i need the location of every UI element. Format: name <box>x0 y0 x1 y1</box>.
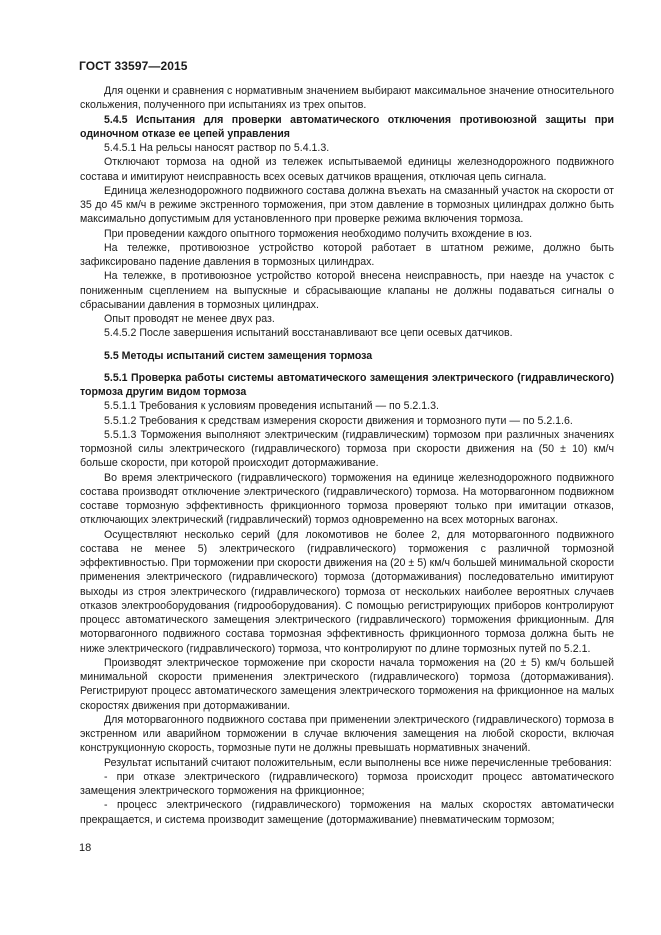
page-number: 18 <box>79 842 92 854</box>
paragraph: 5.5.1.3 Торможения выполняют электрическим (гидравлическим) тормозом при различных значениях тормозной силы электрического (гидравлического) тормоза при скорости движения на (50 ± 10) км/ч больше скорости, при которой происходит дотормаживание. <box>80 428 614 470</box>
section-heading: 5.5.1 Проверка работы системы автоматического замещения электрического (гидравлического) тормоза другим видом тормоза <box>80 371 614 398</box>
paragraph: Отключают тормоза на одной из тележек испытываемой единицы железнодорожного подвижного состава и имитируют неисправность всех осевых датчиков вращения, отключая цепь сигнала. <box>80 156 614 183</box>
paragraph: Во время электрического (гидравлического) торможения на единице железнодорожного подвижного состава производят отключение электрического (гидравлического) тормоза. На моторвагонном подвижном составе тормозную эффективность фрикционного тормоза проверяют только при имитации отказов, отключающих электрический (гидравлический) тормоз одновременно на всех моторных вагонах. <box>80 471 614 527</box>
paragraph: 5.4.5.1 На рельсы наносят раствор по 5.4.1.3. <box>104 142 330 154</box>
paragraph: 5.4.5.2 После завершения испытаний восстанавливают все цепи осевых датчиков. <box>104 327 513 340</box>
document-header: ГОСТ 33597—2015 <box>79 59 188 73</box>
list-item: - процесс электрического (гидравлического) торможения на малых скоростях автоматически прекращается, и система производит замещение (дотормаживание) пневматическим тормозом; <box>80 799 614 826</box>
paragraph: Единица железнодорожного подвижного состава должна въехать на смазанный участок на скорости от 35 до 45 км/ч в режиме экстренного торможения, при этом давление в тормозных цилиндрах должно быть максимально допустимым для установленного при проверке режима включения тормоза. <box>80 184 614 226</box>
paragraph: 5.5.1.1 Требования к условиям проведения испытаний — по 5.2.1.3. <box>104 400 439 413</box>
document-body <box>80 84 614 827</box>
paragraph: Опыт проводят не менее двух раз. <box>104 313 275 325</box>
paragraph: Производят электрическое торможение при скорости начала торможения на (20 ± 5) км/ч большей минимальной скорости применения электрического (гидравлического) тормоза (дотормаживания). Регистрируют процесс автоматического замещения электрического торможения на фрикционное на малых скоростях движения при дотормаживании. <box>80 656 614 712</box>
paragraph: Результат испытаний считают положительным, если выполнены все ниже перечисленные требования: <box>104 756 612 769</box>
paragraph: Для оценки и сравнения с нормативным значением выбирают максимальное значение относительного скольжения, полученного при испытаниях из трех опытов. <box>80 85 614 112</box>
section-heading: 5.4.5 Испытания для проверки автоматического отключения противоюзной защиты при одиночном отказе ее цепей управления <box>80 113 614 140</box>
section-heading: 5.5 Методы испытаний систем замещения тормоза <box>104 349 373 362</box>
list-item: - при отказе электрического (гидравлического) тормоза происходит процесс автоматического замещения электрического торможения на фрикционное; <box>80 770 614 797</box>
paragraph: 5.5.1.2 Требования к средствам измерения скорости движения и тормозного пути — по 5.2.1.6. <box>104 414 573 427</box>
paragraph: Осуществляют несколько серий (для локомотивов не более 2, для моторвагонного подвижного состава не менее 5) электрического (гидравлического) торможения с различной тормозной эффективностью. При торможении при скорости движения на (20 ± 5) км/ч большей минимальной скорости применения электрического (гидравлического) тормоза (дотормаживания) последовательно имитируют выходы из строя электрического (гидравлического) тормоза от нескольких наиболее вероятных случаев отказов электрооборудования (гидрооборудования). С помощью регистрирующих приборов контролируют процесс автоматического замещения электрического (гидравлического) торможения фрикционным. Для моторвагонного подвижного состава тормозная эффективность фрикционного тормоза должна быть не ниже электрического (гидравлического) тормоза, что контролируют по длине тормозных путей по 5.2.1. <box>80 528 614 655</box>
paragraph: На тележке, противоюзное устройство которой работает в штатном режиме, должно быть зафиксировано падение давления в тормозных цилиндрах. <box>80 241 614 268</box>
paragraph: Для моторвагонного подвижного состава при применении электрического (гидравлического) тормоза в экстренном или аварийном торможении в случае включения замещения на любой скорости, включая конструкционную скорость, тормозные пути не должны превышать нормативных значений. <box>80 713 614 755</box>
paragraph: На тележке, в противоюзное устройство которой внесена неисправность, при наезде на участок с пониженным сцеплением на выпускные и сбрасывающие клапаны не должны подаваться сигналы о сбрасывании давления в тормозных цилиндрах. <box>80 270 614 311</box>
paragraph: При проведении каждого опытного торможения необходимо получить вхождение в юз. <box>104 227 533 240</box>
